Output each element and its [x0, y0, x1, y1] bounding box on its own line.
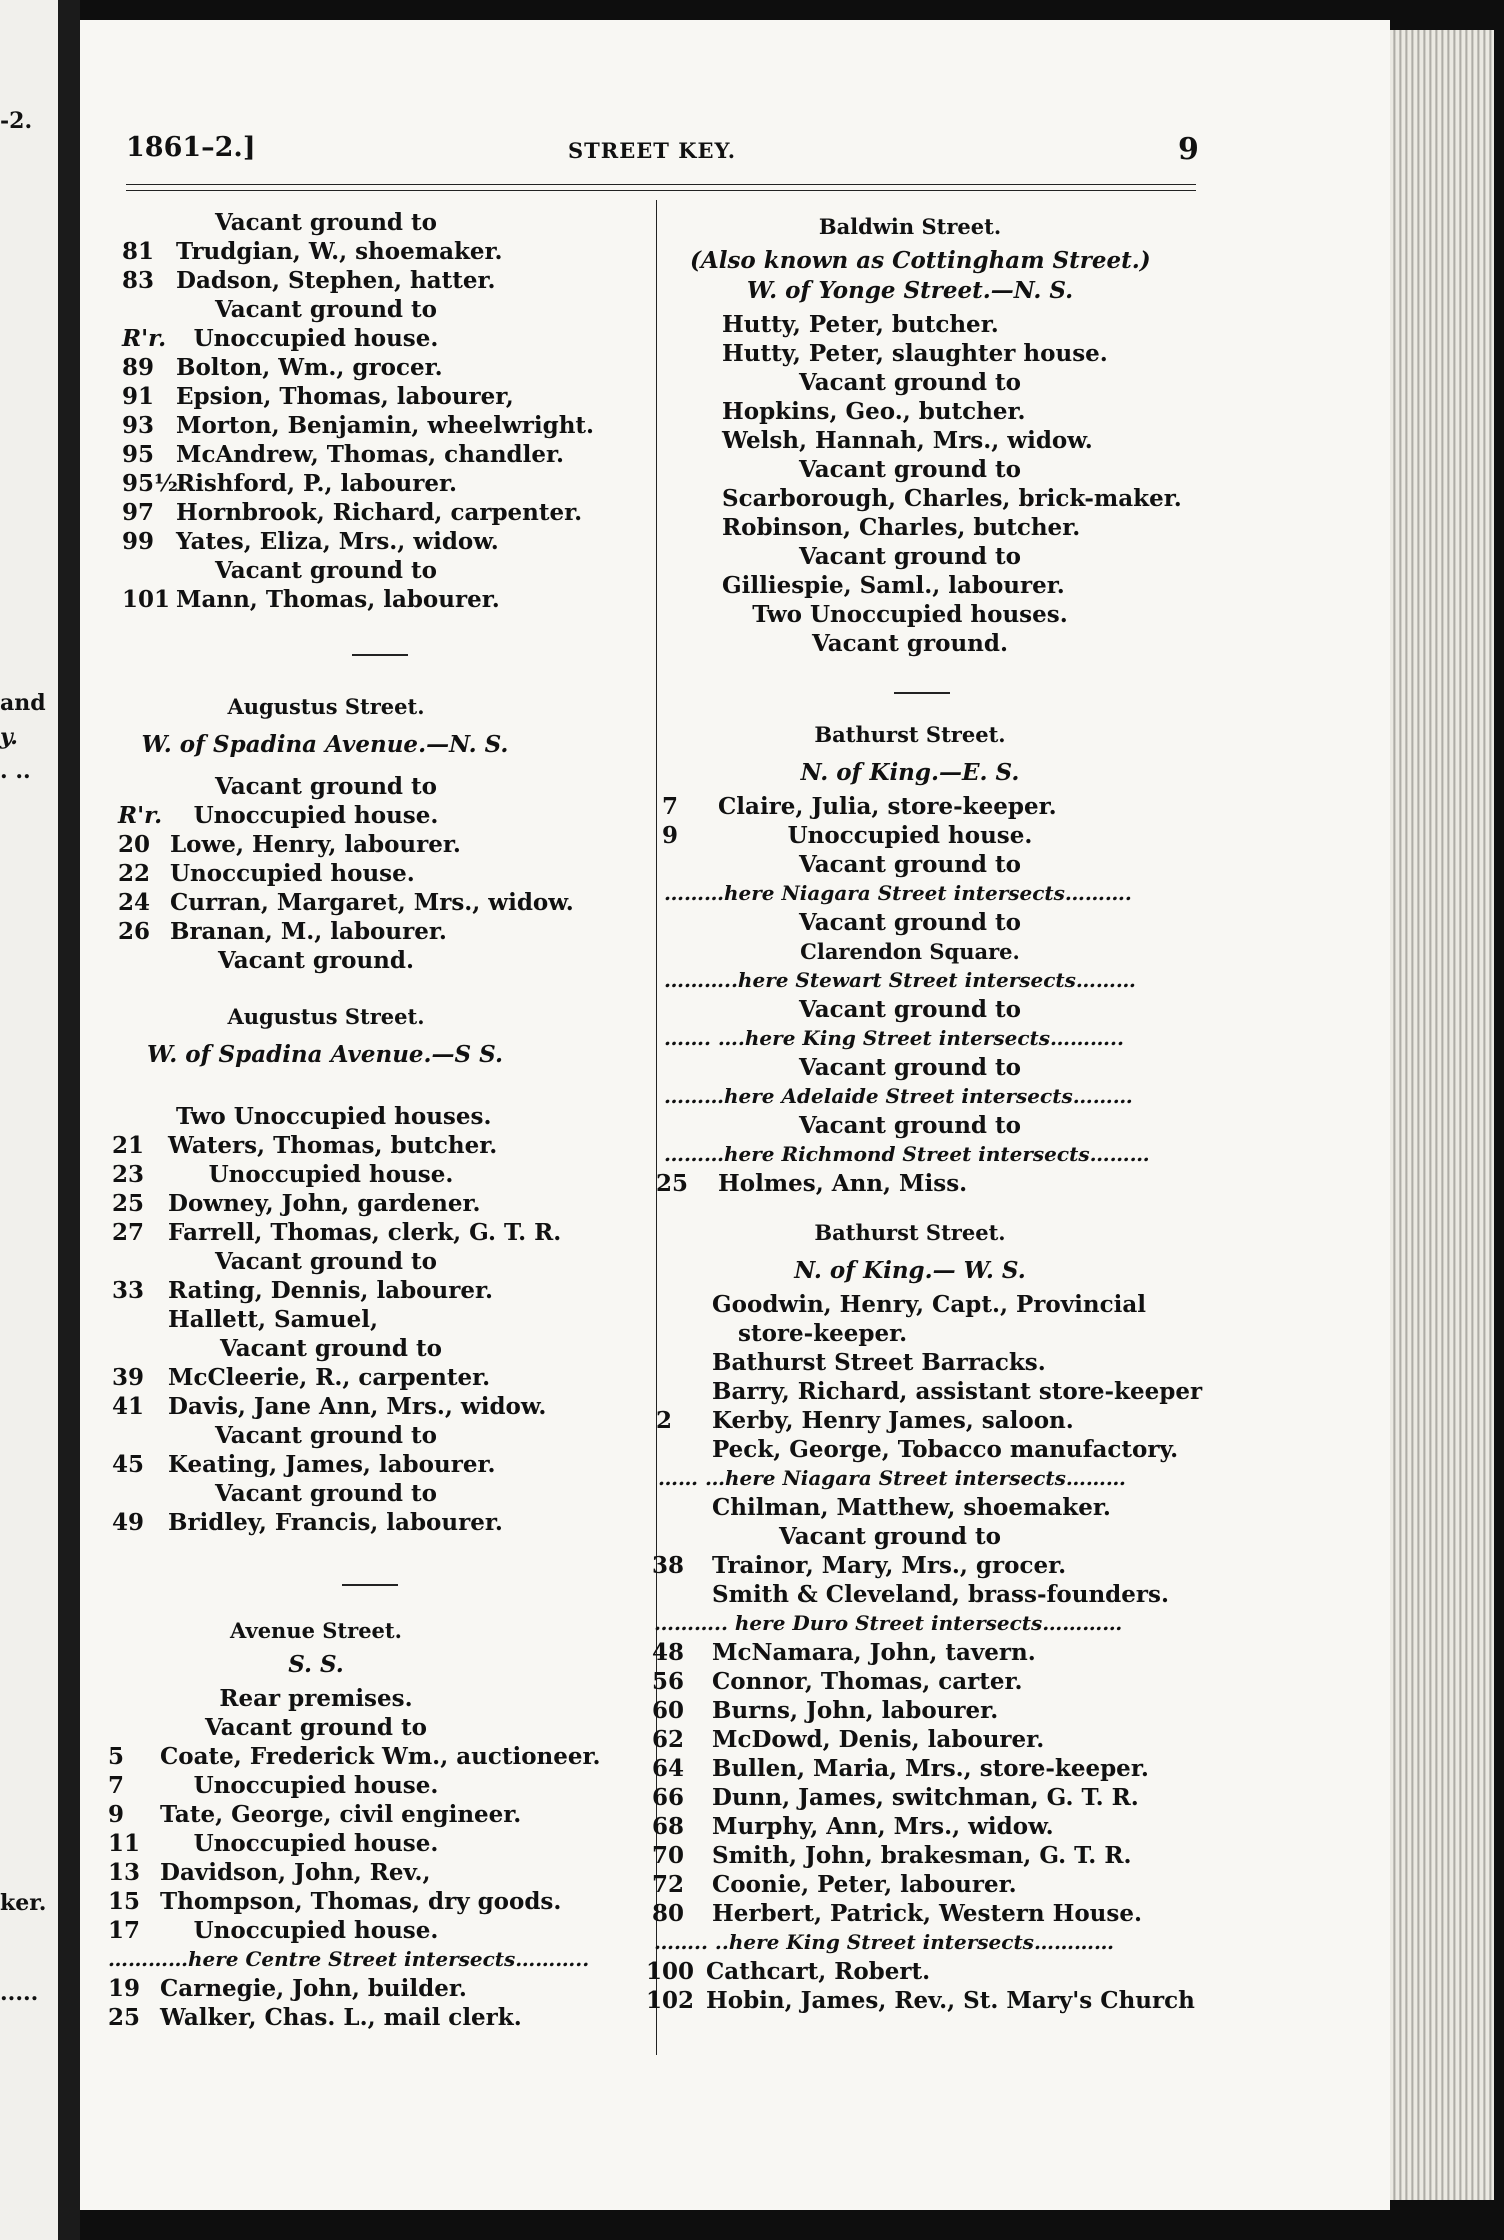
entry-text: Vacant ground to	[215, 209, 437, 236]
entry-text: Herbert, Patrick, Western House.	[712, 1900, 1142, 1927]
entry-text: Vacant ground to	[215, 1422, 437, 1449]
entry-number: 27	[112, 1219, 145, 1246]
entry-number: 20	[118, 831, 151, 858]
street-heading: Bathurst Street.	[814, 722, 1006, 747]
intersection-note: ……. ….here King Street intersects………..	[664, 1026, 1124, 1050]
entry-text: Bolton, Wm., grocer.	[176, 354, 443, 381]
entry-text: Gilliespie, Saml., labourer.	[722, 572, 1065, 599]
entry-text: McAndrew, Thomas, chandler.	[176, 441, 565, 468]
entry-number: 41	[112, 1393, 145, 1420]
entry-number: 93	[122, 412, 155, 439]
entry-text: Two Unoccupied houses.	[752, 601, 1068, 628]
entry-text: Davidson, John, Rev.,	[160, 1859, 431, 1886]
entry-text: Kerby, Henry James, saloon.	[712, 1407, 1074, 1434]
street-heading: Augustus Street.	[227, 694, 425, 719]
entry-text: McDowd, Denis, labourer.	[712, 1726, 1045, 1753]
street-subheading: W. of Spadina Avenue.—N. S.	[141, 731, 509, 758]
entry-text: Rear premises.	[219, 1685, 413, 1712]
entry-number: 11	[108, 1830, 141, 1857]
entry-text: McNamara, John, tavern.	[712, 1639, 1036, 1666]
entry-number: 9	[108, 1801, 125, 1828]
entry-number: 49	[112, 1509, 145, 1536]
entry-text: Bridley, Francis, labourer.	[168, 1509, 503, 1536]
street-heading: Augustus Street.	[227, 1004, 425, 1029]
entry-text: store-keeper.	[738, 1320, 908, 1347]
entry-number: 89	[122, 354, 155, 381]
entry-number: 9	[662, 822, 679, 849]
entry-text: Vacant ground.	[218, 947, 414, 974]
entry-text: Unoccupied house.	[208, 1161, 454, 1188]
entry-text: Waters, Thomas, butcher.	[168, 1132, 498, 1159]
entry-number: 70	[652, 1842, 685, 1869]
entry-text: Peck, George, Tobacco manufactory.	[712, 1436, 1179, 1463]
entry-text: Branan, M., labourer.	[170, 918, 447, 945]
entry-text: Vacant ground to	[799, 996, 1021, 1023]
intersection-note: …….. ..here King Street intersects…………	[654, 1930, 1114, 1954]
prev-fragment: ker.	[0, 1890, 47, 1916]
entry-text: Keating, James, labourer.	[168, 1451, 496, 1478]
entry-text: Vacant ground to	[220, 1335, 442, 1362]
intersection-note: …………here Centre Street intersects………..	[108, 1947, 590, 1971]
street-heading: Bathurst Street.	[814, 1220, 1006, 1245]
intersection-note: ………..here Stewart Street intersects………	[664, 968, 1136, 992]
entry-number: 5	[108, 1743, 125, 1770]
entry-text: Murphy, Ann, Mrs., widow.	[712, 1813, 1054, 1840]
entry-text: Carnegie, John, builder.	[160, 1975, 467, 2002]
entry-text: Connor, Thomas, carter.	[712, 1668, 1023, 1695]
entry-text: Welsh, Hannah, Mrs., widow.	[722, 427, 1093, 454]
entry-text: Walker, Chas. L., mail clerk.	[160, 2004, 522, 2031]
page-number: 9	[1178, 132, 1199, 167]
entry-text: Davis, Jane Ann, Mrs., widow.	[168, 1393, 547, 1420]
entry-number: 2	[656, 1407, 673, 1434]
entry-number: 24	[118, 889, 151, 916]
entry-number: 45	[112, 1451, 145, 1478]
entry-number: 7	[108, 1772, 125, 1799]
entry-text: Curran, Margaret, Mrs., widow.	[170, 889, 574, 916]
street-subheading: N. of King.—E. S.	[800, 759, 1020, 786]
entry-number: 91	[122, 383, 155, 410]
entry-text: Hobin, James, Rev., St. Mary's Church	[706, 1987, 1195, 2014]
entry-text: Morton, Benjamin, wheelwright.	[176, 412, 595, 439]
entry-number: 60	[652, 1697, 685, 1724]
entry-number: 13	[108, 1859, 141, 1886]
entry-text: Unoccupied house.	[787, 822, 1033, 849]
entry-text: Holmes, Ann, Miss.	[718, 1170, 968, 1197]
entry-number: 68	[652, 1813, 685, 1840]
entry-number: 102	[646, 1987, 695, 2014]
entry-text: Vacant ground to	[215, 773, 437, 800]
header-rule	[126, 184, 1196, 185]
entry-text: Trudgian, W., shoemaker.	[176, 238, 503, 265]
entry-number: R'r.	[118, 802, 163, 829]
entry-text: Vacant ground to	[215, 1480, 437, 1507]
street-heading: Avenue Street.	[230, 1618, 402, 1643]
entry-text: Two Unoccupied houses.	[176, 1103, 492, 1130]
entry-text: Bathurst Street Barracks.	[712, 1349, 1046, 1376]
entry-text: Vacant ground.	[812, 630, 1008, 657]
entry-number: 23	[112, 1161, 145, 1188]
entry-text: Unoccupied house.	[193, 802, 439, 829]
intersection-note: …… …here Niagara Street intersects………	[658, 1466, 1126, 1490]
entry-text: Thompson, Thomas, dry goods.	[160, 1888, 562, 1915]
page-title: STREET KEY.	[568, 138, 737, 163]
entry-number: 25	[112, 1190, 145, 1217]
entry-number: 25	[108, 2004, 141, 2031]
header-year: 1861–2.]	[126, 132, 256, 163]
intersection-note: ………here Niagara Street intersects……….	[664, 881, 1132, 905]
entry-number: 25	[656, 1170, 689, 1197]
entry-number: 101	[122, 586, 171, 613]
book-gutter	[58, 0, 80, 2240]
entry-text: Vacant ground to	[799, 369, 1021, 396]
entry-text: Unoccupied house.	[170, 860, 415, 887]
entry-text: Scarborough, Charles, brick-maker.	[722, 485, 1182, 512]
book-page	[80, 20, 1390, 2210]
entry-text: Unoccupied house.	[193, 1830, 439, 1857]
entry-text: Dadson, Stephen, hatter.	[176, 267, 496, 294]
street-heading: Baldwin Street.	[818, 214, 1002, 239]
entry-text: Vacant ground to	[799, 1112, 1021, 1139]
entry-text: Smith, John, brakesman, G. T. R.	[712, 1842, 1132, 1869]
entry-text: Vacant ground to	[799, 1054, 1021, 1081]
entry-number: 7	[662, 793, 679, 820]
prev-fragment: and	[0, 690, 46, 716]
entry-text: Trainor, Mary, Mrs., grocer.	[712, 1552, 1067, 1579]
entry-text: Vacant ground to	[799, 909, 1021, 936]
entry-number: 48	[652, 1639, 685, 1666]
entry-number: 15	[108, 1888, 141, 1915]
entry-text: Vacant ground to	[205, 1714, 427, 1741]
street-subheading: S. S.	[288, 1651, 344, 1678]
entry-number: R'r.	[122, 325, 167, 352]
entry-number: 80	[652, 1900, 685, 1927]
prev-fragment: y.	[0, 724, 18, 750]
entry-text: Downey, John, gardener.	[168, 1190, 481, 1217]
entry-text: Unoccupied house.	[193, 325, 439, 352]
entry-text: Barry, Richard, assistant store-keeper	[712, 1378, 1203, 1405]
entry-number: 66	[652, 1784, 685, 1811]
entry-text: Dunn, James, switchman, G. T. R.	[712, 1784, 1139, 1811]
page-edges	[1390, 30, 1494, 2200]
entry-text: Claire, Julia, store-keeper.	[718, 793, 1057, 820]
entry-number: 22	[118, 860, 151, 887]
entry-text: Lowe, Henry, labourer.	[170, 831, 461, 858]
entry-text: Hallett, Samuel,	[168, 1306, 378, 1333]
entry-number: 17	[108, 1917, 141, 1944]
entry-text: Farrell, Thomas, clerk, G. T. R.	[168, 1219, 562, 1246]
entry-number: 62	[652, 1726, 685, 1753]
header-rule	[126, 190, 1196, 191]
section-divider	[352, 654, 408, 656]
entry-text: Vacant ground to	[799, 851, 1021, 878]
entry-number: 39	[112, 1364, 145, 1391]
entry-text: Vacant ground to	[799, 543, 1021, 570]
entry-number: 100	[646, 1958, 695, 1985]
entry-number: 33	[112, 1277, 145, 1304]
entry-number: 81	[122, 238, 155, 265]
street-aka: (Also known as Cottingham Street.)	[690, 247, 1151, 274]
entry-text: Rating, Dennis, labourer.	[168, 1277, 493, 1304]
entry-text: Goodwin, Henry, Capt., Provincial	[712, 1291, 1146, 1318]
entry-text: Bullen, Maria, Mrs., store-keeper.	[712, 1755, 1149, 1782]
entry-text: Mann, Thomas, labourer.	[176, 586, 500, 613]
entry-text: Cathcart, Robert.	[706, 1958, 931, 1985]
intersection-note: ………here Adelaide Street intersects………	[664, 1084, 1133, 1108]
entry-text: Hopkins, Geo., butcher.	[722, 398, 1026, 425]
entry-number: 83	[122, 267, 155, 294]
section-divider	[342, 1584, 398, 1586]
section-divider	[894, 692, 950, 694]
intersection-note: ………here Richmond Street intersects………	[664, 1142, 1150, 1166]
street-subheading: N. of King.— W. S.	[794, 1257, 1026, 1284]
entry-text: Vacant ground to	[779, 1523, 1001, 1550]
entry-text: Vacant ground to	[215, 1248, 437, 1275]
entry-number: 56	[652, 1668, 685, 1695]
entry-text: Smith & Cleveland, brass-founders.	[712, 1581, 1169, 1608]
entry-number: 99	[122, 528, 155, 555]
entry-number: 95½	[122, 470, 178, 497]
entry-text: Robinson, Charles, butcher.	[722, 514, 1081, 541]
entry-number: 72	[652, 1871, 685, 1898]
previous-page-edge	[0, 0, 58, 2240]
entry-number: 97	[122, 499, 155, 526]
street-subheading: W. of Yonge Street.—N. S.	[746, 277, 1074, 304]
entry-number: 95	[122, 441, 155, 468]
entry-text: Coate, Frederick Wm., auctioneer.	[160, 1743, 601, 1770]
entry-text: Burns, John, labourer.	[712, 1697, 999, 1724]
entry-text: Yates, Eliza, Mrs., widow.	[176, 528, 499, 555]
entry-text: McCleerie, R., carpenter.	[168, 1364, 491, 1391]
entry-text: Tate, George, civil engineer.	[160, 1801, 522, 1828]
intersection-note: ……….. here Duro Street intersects…………	[654, 1611, 1123, 1635]
entry-text: Hutty, Peter, butcher.	[722, 311, 999, 338]
entry-number: 38	[652, 1552, 685, 1579]
entry-number: 64	[652, 1755, 685, 1782]
street-subheading: W. of Spadina Avenue.—S S.	[147, 1041, 503, 1068]
entry-text: Hornbrook, Richard, carpenter.	[176, 499, 583, 526]
entry-text: Unoccupied house.	[193, 1772, 439, 1799]
entry-number: 21	[112, 1132, 145, 1159]
prev-fragment: .....	[0, 1980, 39, 2006]
entry-text: Coonie, Peter, labourer.	[712, 1871, 1017, 1898]
entry-number: 19	[108, 1975, 141, 2002]
entry-text: Vacant ground to	[215, 557, 437, 584]
entry-text: Vacant ground to	[215, 296, 437, 323]
entry-text: Unoccupied house.	[193, 1917, 439, 1944]
entry-text: Epsion, Thomas, labourer,	[176, 383, 514, 410]
entry-number: 26	[118, 918, 151, 945]
square-name: Clarendon Square.	[800, 939, 1020, 964]
entry-text: Chilman, Matthew, shoemaker.	[712, 1494, 1111, 1521]
entry-text: Rishford, P., labourer.	[176, 470, 458, 497]
entry-text: Vacant ground to	[799, 456, 1021, 483]
entry-text: Hutty, Peter, slaughter house.	[722, 340, 1108, 367]
prev-fragment: . ..	[0, 758, 31, 784]
prev-fragment: -2.	[0, 108, 33, 134]
